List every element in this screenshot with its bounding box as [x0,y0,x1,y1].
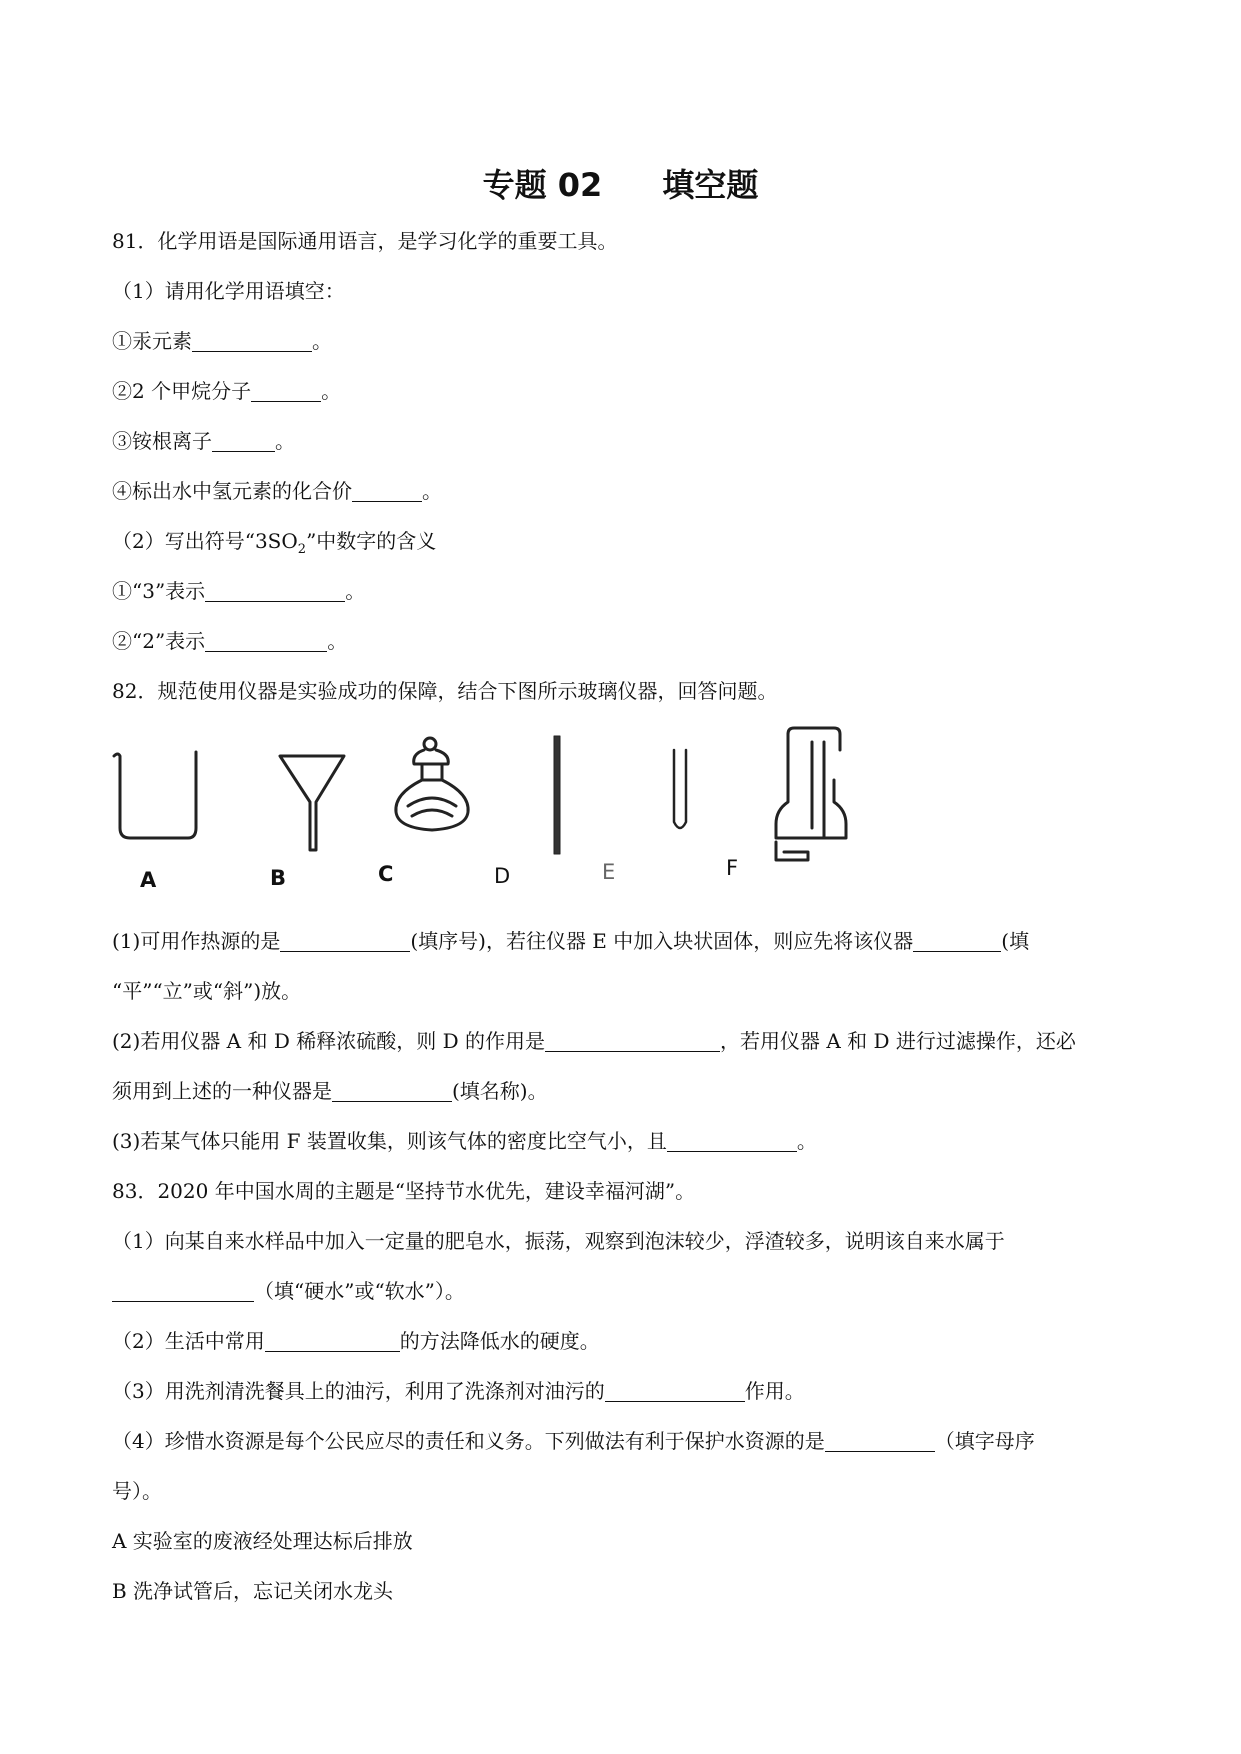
answer-blank[interactable] [825,1431,935,1452]
label-a: A [140,868,157,892]
answer-blank[interactable] [332,1081,452,1102]
label-b: B [270,866,287,890]
q83-part1: （1）向某自来水样品中加入一定量的肥皂水，振荡，观察到泡沫较少，浮渣较多，说明该自来水属于 [112,1229,1005,1253]
q83-stem: 83．2020 年中国水周的主题是“坚持节水优先，建设幸福河湖”。 [112,1179,696,1203]
q81-part1: （1）请用化学用语填空： [112,279,345,303]
q81-item3: ③铵根离子 。 [112,429,295,453]
glass-rod-icon [554,736,560,854]
q83-part4: （4）珍惜水资源是每个公民应尽的责任和义务。下列做法有利于保护水资源的是 （填字母序 [112,1429,1035,1453]
glassware-drawing [112,720,872,900]
answer-blank[interactable] [545,1031,720,1052]
q83-part4-cont: 号）。 [112,1479,162,1503]
q83-part1-cont: （填“硬水”或“软水”）。 [112,1278,465,1304]
title-part2: 填空题 [662,166,759,204]
q82-sub1-cont: “平”“立”或“斜”)放。 [112,979,302,1003]
q81-part2: （2）写出符号“$3SO_2$”中数字的含义 [112,529,437,557]
answer-blank[interactable] [913,931,1001,952]
label-c: C [378,862,394,886]
q81-meaning2: ②“2”表示 。 [112,629,348,653]
q82-sub2-cont: 须用到上述的一种仪器是 (填名称)。 [112,1079,548,1103]
answer-blank[interactable] [212,431,275,452]
gas-bottle-icon [776,728,846,860]
title-part1: 专题 02 [482,166,603,204]
label-e: E [602,860,616,884]
q82-sub3: (3)若某气体只能用 F 装置收集，则该气体的密度比空气小，且 。 [112,1129,817,1153]
alcohol-lamp-icon [396,738,468,830]
answer-blank[interactable] [205,581,345,602]
glassware-figure [112,720,872,900]
q82-sub2: (2)若用仪器 A 和 D 稀释浓硫酸，则 D 的作用是 ，若用仪器 A 和 D 进行过滤操作，还必 [112,1029,1076,1053]
test-tube-icon [674,750,686,828]
answer-blank[interactable] [265,1331,400,1352]
q83-option-b: B 洗净试管后，忘记关闭水龙头 [112,1579,394,1603]
q82-stem: 82．规范使用仪器是实验成功的保障，结合下图所示玻璃仪器，回答问题。 [112,679,778,703]
answer-blank[interactable] [192,331,312,352]
beaker-icon [114,752,196,838]
q81-stem: 81．化学用语是国际通用语言，是学习化学的重要工具。 [112,229,618,253]
answer-blank[interactable] [251,381,321,402]
answer-blank[interactable] [667,1131,797,1152]
answer-blank[interactable] [205,631,327,652]
answer-blank[interactable] [280,931,410,952]
q81-item2: ②2 个甲烷分子 。 [112,379,342,403]
q81-meaning1: ①“3”表示 。 [112,579,366,603]
funnel-icon [280,756,344,850]
answer-blank[interactable] [112,1281,254,1302]
answer-blank[interactable] [352,481,422,502]
q81-item4: ④标出水中氢元素的化合价 。 [112,479,442,503]
answer-blank[interactable] [605,1381,745,1402]
q82-sub1: (1)可用作热源的是 (填序号)，若往仪器 E 中加入块状固体，则应先将该仪器 (填 [112,929,1030,953]
label-f: F [726,856,739,880]
label-d: D [494,864,511,888]
q81-item1: ①汞元素 。 [112,329,332,353]
q83-part2: （2）生活中常用 的方法降低水的硬度。 [112,1329,600,1353]
q83-part3: （3）用洗剂清洗餐具上的油污，利用了洗涤剂对油污的 作用。 [112,1379,805,1403]
q83-option-a: A 实验室的废液经处理达标后排放 [112,1529,413,1553]
page-title [0,160,1241,206]
